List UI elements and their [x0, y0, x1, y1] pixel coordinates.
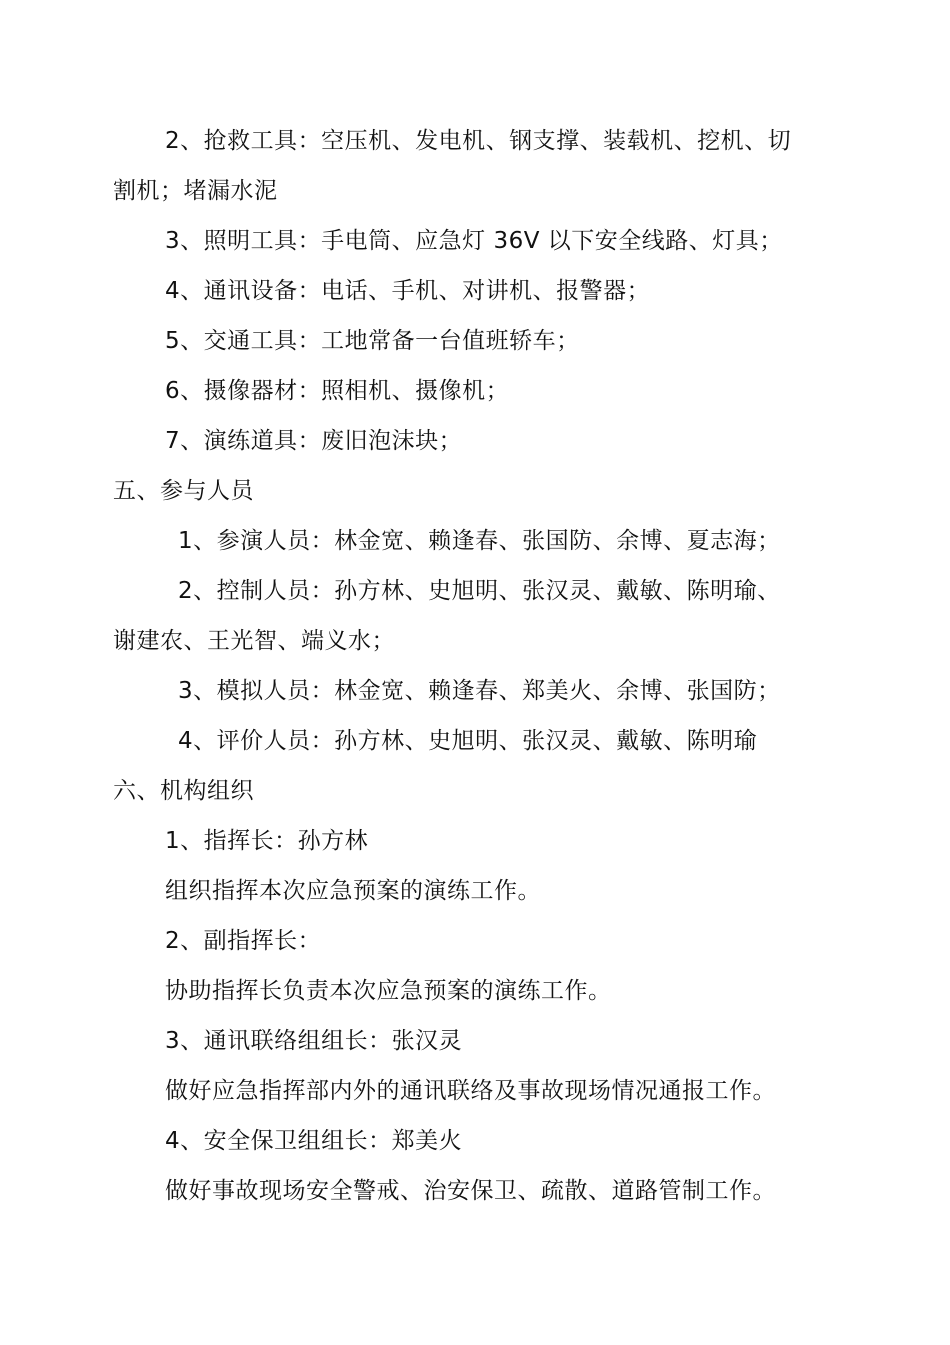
item-transport-tools: 5、交通工具：工地常备一台值班轿车；	[165, 328, 580, 354]
item-rescue-tools: 2、抢救工具：空压机、发电机、钢支撑、装载机、挖机、切	[165, 128, 792, 154]
item-rescue-tools-continued: 割机；堵漏水泥	[113, 178, 278, 204]
item-camera-equipment: 6、摄像器材：照相机、摄像机；	[165, 378, 510, 404]
item-simulators: 3、模拟人员：林金宽、赖逢春、郑美火、余博、张国防；	[178, 678, 781, 704]
item-evaluators: 4、评价人员：孙方林、史旭明、张汉灵、戴敏、陈明瑜	[178, 728, 758, 754]
item-commander-duty: 组织指挥本次应急预案的演练工作。	[165, 878, 541, 904]
item-performers: 1、参演人员：林金宽、赖逢春、张国防、余博、夏志海；	[178, 528, 781, 554]
section-heading-organization: 六、机构组织	[113, 778, 254, 804]
item-deputy-commander-duty: 协助指挥长负责本次应急预案的演练工作。	[165, 978, 612, 1004]
item-communication-team-duty: 做好应急指挥部内外的通讯联络及事故现场情况通报工作。	[165, 1078, 776, 1104]
item-lighting-tools: 3、照明工具：手电筒、应急灯 36V 以下安全线路、灯具；	[165, 228, 783, 254]
item-drill-props: 7、演练道具：废旧泡沫块；	[165, 428, 463, 454]
item-deputy-commander: 2、副指挥长：	[165, 928, 322, 954]
item-communication-team-leader: 3、通讯联络组组长：张汉灵	[165, 1028, 463, 1054]
item-security-team-leader: 4、安全保卫组组长：郑美火	[165, 1128, 463, 1154]
section-heading-participants: 五、参与人员	[113, 478, 254, 504]
item-commander: 1、指挥长：孙方林	[165, 828, 369, 854]
item-controllers-continued: 谢建农、王光智、端义水；	[113, 628, 395, 654]
item-communication-devices: 4、通讯设备：电话、手机、对讲机、报警器；	[165, 278, 651, 304]
item-controllers: 2、控制人员：孙方林、史旭明、张汉灵、戴敏、陈明瑜、	[178, 578, 781, 604]
item-security-team-duty: 做好事故现场安全警戒、治安保卫、疏散、道路管制工作。	[165, 1178, 776, 1204]
